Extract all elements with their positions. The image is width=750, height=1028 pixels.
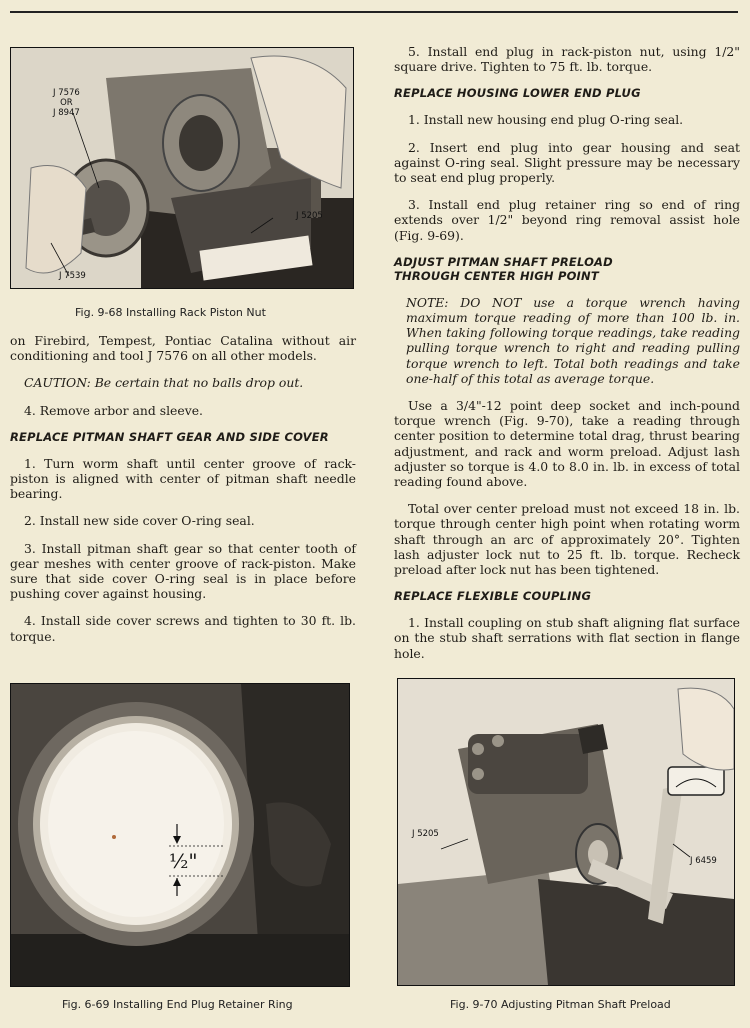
end-plug-step-5: 5. Install end plug in rack-piston nut, using 1/2" square drive. Tighten to 75 ft. lb. torque. [394,44,740,75]
figure-9-70-illustration [398,679,734,985]
housing-step-2: 2. Insert end plug into gear housing and seat against O-ring seal. Slight pressure may be necessary to seat end plug properly. [394,139,740,186]
housing-step-1: 1. Install new housing end plug O-ring seal. [408,112,684,128]
figure-9-70-photo [397,678,735,986]
callout-j5205: J 5205 [296,211,323,221]
torque-note: NOTE: DO NOT use a torque wrench having maximum torque reading of more than 100 lb. in. When taking following torque readings, take reading pulling torque wrench to right and reading pulling torque wrench to left. Total both readings and take one-half of this total as average torque. [406,294,740,386]
figure-9-70-caption: Fig. 9-70 Adjusting Pitman Shaft Preload [450,998,671,1011]
heading-replace-housing-lower-end-plug: REPLACE HOUSING LOWER END PLUG [394,86,641,101]
caution-note: CAUTION: Be certain that no balls drop out. [24,375,304,391]
heading-adjust-line-1: ADJUST PITMAN SHAFT PRELOAD [394,254,613,269]
right-column [394,44,740,673]
heading-replace-flexible-coupling: REPLACE FLEXIBLE COUPLING [394,589,592,604]
pitman-step-3: 3. Install pitman shaft gear so that center tooth of gear meshes with center groove of rack-piston. Make sure that side cover O-ring seal is in place before pushing cover against housing. [10,540,356,602]
top-rule [10,11,738,13]
coupling-step-1: 1. Install coupling on stub shaft aligning flat surface on the stub shaft serrations with flat section in flange hole. [394,615,740,661]
left-column [10,333,356,656]
figure-9-68-illustration [11,48,353,288]
step-remove-arbor: 4. Remove arbor and sleeve. [24,402,203,418]
pitman-step-2: 2. Install new side cover O-ring seal. [24,513,255,529]
figure-9-68-photo [10,47,354,289]
continued-paragraph: on Firebird, Tempest, Pontiac Catalina without air conditioning and tool J 7576 on all other models. [10,333,356,364]
figure-6-69-illustration [11,684,349,986]
callout-j7539: J 7539 [59,271,86,281]
figure-6-69-photo [10,683,350,987]
heading-replace-pitman-shaft-gear: REPLACE PITMAN SHAFT GEAR AND SIDE COVER [10,429,329,444]
figure-6-69-caption: Fig. 6-69 Installing End Plug Retainer Ring [62,998,293,1011]
pitman-step-1: 1. Turn worm shaft until center groove of rack-piston is aligned with center of pitman shaft needle bearing. [10,455,356,502]
adjust-paragraph-2: Total over center preload must not exceed 18 in. lb. torque through center high point when rotating worm shaft through an arc of approximately 20°. Tighten lash adjuster lock nut to 25 ft. lb. torque. Recheck preload after lock nut has been tightened. [394,501,740,578]
heading-adjust-pitman-shaft-preload [394,255,740,283]
callout-or: OR [60,98,73,108]
callout-j5205-fig70: J 5205 [412,829,439,839]
half-inch-measurement: ½" [169,849,198,873]
pitman-step-4: 4. Install side cover screws and tighten to 30 ft. lb. torque. [10,613,356,644]
callout-j6459: J 6459 [690,856,717,866]
callout-j8947: J 8947 [53,108,80,118]
callout-j7576 [53,88,80,118]
callout-j7576-line1: J 7576 [53,88,80,98]
housing-step-3: 3. Install end plug retainer ring so end of ring extends over 1/2" beyond ring removal assist hole (Fig. 9-69). [394,197,740,243]
figure-9-68-caption: Fig. 9-68 Installing Rack Piston Nut [75,306,266,319]
heading-adjust-line-2: THROUGH CENTER HIGH POINT [394,268,599,283]
adjust-paragraph-1: Use a 3/4"-12 point deep socket and inch-pound torque wrench (Fig. 9-70), take a reading through center position to determine total drag, thrust bearing adjustment, and rack and worm preload. Adjust lash adjuster so torque is 4.0 to 8.0 in. lb. in excess of total reading found above. [394,398,740,490]
